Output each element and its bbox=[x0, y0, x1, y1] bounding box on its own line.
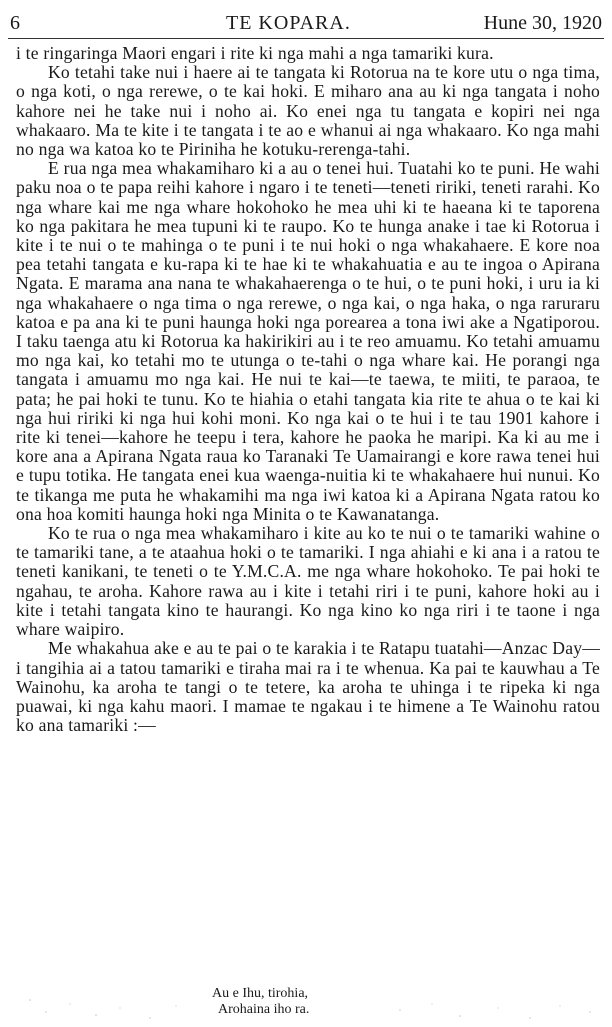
article-body bbox=[16, 44, 600, 735]
paragraph-rotorua-travel: Ko tetahi take nui i haere ai te tangata ki Rotorua na te kore utu o nga tima, o nga koti, o nga rerewe, o te kai hoki. E miharo ana au ki nga tangata i noho kahore nei he take nui i noho ai. Ko enei nga tu tangata e kopiri nei nga whakaaro. Ma te kite i te tangata i te ao e whanui ai nga whakaaro. Ko nga mahi no nga wa katoa ko te Piriniha he kotuku-rerenga-tahi. bbox=[16, 62, 600, 160]
paragraph-tamariki: Ko te rua o nga mea whakamiharo i kite au ko te nui o te tamariki wahine o te tamariki tane, a te ataahua hoki o te tamariki. I nga ahiahi e ki ana i a ratou te teneti kanikani, te teneti o te Y.M.C.A. me nga whare hokohoko. Te pai hoki te ngahau, te aroha. Kahore rawa au i kite i tetahi riri i te puni, kahore hoki au i kite i tetahi tangata kino te haurangi. Ko nga kino ko nga riri i te taone i nga whare waipiro. bbox=[16, 523, 600, 640]
page-header bbox=[8, 8, 604, 39]
paragraph-continued: i te ringaringa Maori engari i rite ki nga mahi a nga tamariki kura. bbox=[16, 43, 494, 63]
hymn-verse bbox=[212, 986, 309, 1018]
masthead-title: TE KOPARA. bbox=[226, 12, 351, 34]
paragraph-puni: E rua nga mea whakamiharo ki a au o tenei hui. Tuatahi ko te puni. He wahi paku noa o te papa reihi kahore i ngaro i te teneti—teneti ririki, teneti rarahi. Ko nga whare kai me nga whare hokohoko he mea uhi ki te haeana ki te taporena ko nga pakitara he mea tupuni ki te raupo. Ko te hunga anake i tae ki Rotorua i kite i te nui o te mahinga o te puni i te nui hoki o nga whakahaere. E kore noa pea tetahi tangata e ku-rapa ki te hae ki te whakahuatia e au te ingoa o Apirana Ngata. E marama ana nana te whakahaerenga o te hui, o te puni hoki, i uru ia ki nga whakahaere o nga tima o nga rerewe, o nga kai, o nga haka, o nga raruraru katoa e pa ana ki te puni haunga hoki nga porearea a tona iwi ake a Ngatiporou. I taku taenga atu ki Rotorua ka hakirikiri au i te reo amuamu. Ko tetahi amuamu mo nga kai, ko tetahi mo te utunga o te-tahi o nga whare kai. He porangi nga tangata i amuamu mo nga kai. He nui te kai—te taewa, te miiti, te paraoa, te pata; he pai hoki te tunu. Ko te hiahia o etahi tangata kia rite te ahua o te kai ki nga hui ririki ki nga hui kohi moni. Ko nga kai o te hui i te tau 1901 kahore i rite ki tenei—kahore he teepu i tera, kahore he paoka he maripi. Ka ki au me i kore ana a Apirana Ngata raua ko Taranaki Te Uamairangi e kore rawa tenei hui e tupu totika. He tangata enei kua waenga-nuitia ki te whakahaere hui nunui. Ko te tikanga me puta he whakamihi ma nga iwi katoa ki a Apirana Ngata ratou ko ona hoa komiti haunga hoki nga Minita o te Kawanatanga. bbox=[16, 158, 600, 524]
paragraph-anzac-day: Me whakahua ake e au te pai o te karakia i te Ratapu tuatahi—Anzac Day—i tangihia ai a tatou tamariki e tiraha mai ra i te whenua. Ka pai te kauwhau a Te Wainohu, ka aroha te tangi o te tetere, ka aroha te uhinga i te ripeka ki nga puawai, ki nga kahu maori. I mamae te ngakau i te himene a Te Wainohu ratou ko ana tamariki :— bbox=[16, 638, 600, 736]
hymn-line-1: Au e Ihu, tirohia, bbox=[212, 986, 309, 1001]
page-number: 6 bbox=[10, 12, 20, 34]
issue-date: Hune 30, 1920 bbox=[483, 12, 602, 34]
hymn-line-2: Arohaina iho ra. bbox=[218, 1002, 310, 1017]
